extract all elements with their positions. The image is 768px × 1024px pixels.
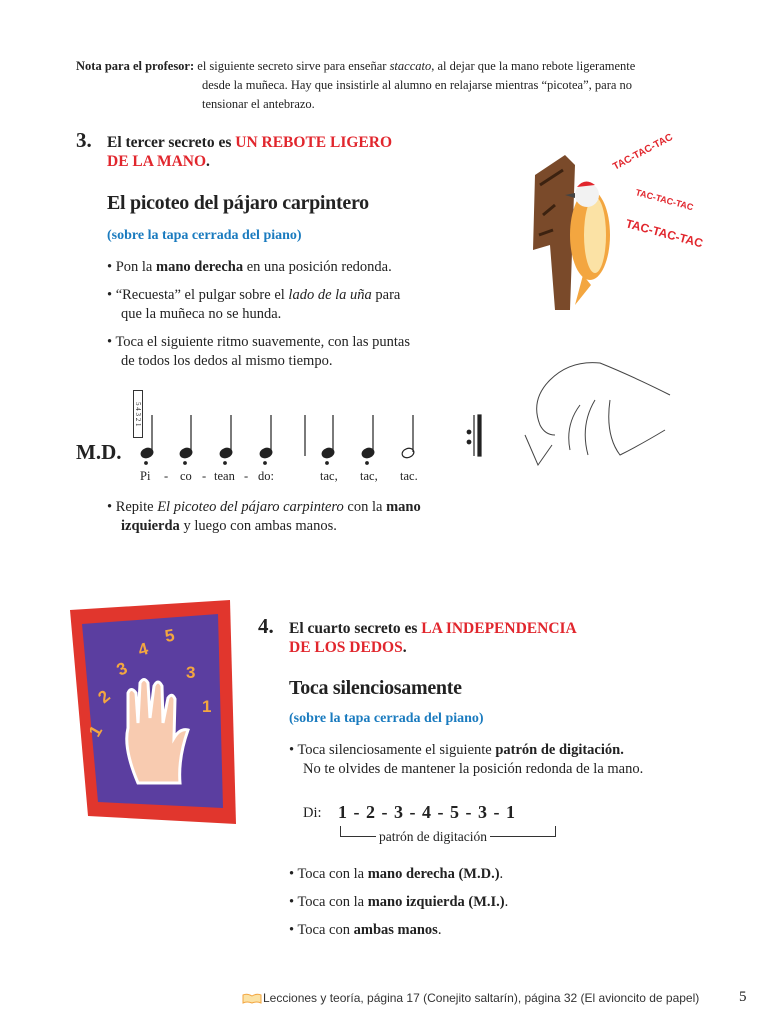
card-number: 4: [136, 639, 151, 660]
text: .: [504, 894, 509, 910]
text: co: [180, 469, 192, 483]
section-number: 4.: [258, 614, 274, 638]
finger-numbers-card: [68, 598, 238, 828]
list-item: [107, 498, 467, 536]
teacher-note: [76, 57, 696, 114]
list-item: [289, 741, 709, 779]
footer-reference: Lecciones y teoría, página 17 (Conejito saltarín), página 32 (El avioncito de papel): [263, 991, 700, 1005]
text: -: [202, 469, 207, 483]
text: tac.: [400, 469, 418, 483]
text: tac,: [320, 469, 338, 483]
text: de todos los dedos al mismo tiempo.: [121, 353, 333, 369]
text: para: [371, 287, 401, 303]
book-icon: [242, 993, 262, 1004]
half-note: [401, 415, 415, 459]
section-subtitle: (sobre la tapa cerrada del piano): [107, 228, 302, 243]
quarter-note: [361, 415, 375, 464]
text: mano derecha (M.D.): [367, 866, 500, 882]
text: .: [499, 866, 504, 882]
note-label: Nota para el profesor:: [76, 59, 195, 73]
section-subtitle: (sobre la tapa cerrada del piano): [289, 711, 484, 726]
text: con la: [343, 499, 387, 515]
card-number: 1: [202, 697, 212, 716]
text: “Recuesta” el pulgar sobre el: [115, 287, 289, 303]
section-number: 3.: [76, 128, 92, 152]
text: Toca el siguiente ritmo suavemente, con las puntas: [115, 334, 410, 350]
card-number: 5: [163, 625, 177, 646]
di-label: Di:: [303, 805, 322, 821]
pattern-label: patrón de digitación: [376, 829, 490, 845]
text: Toca con la: [297, 866, 368, 882]
card-number: 1: [85, 722, 107, 740]
text: Pon la: [115, 259, 156, 275]
repeat-dot: [467, 440, 471, 444]
text: No te olvides de mantener la posición redonda de la mano.: [303, 761, 644, 777]
heading-highlight: DE LOS DEDOS: [289, 639, 403, 656]
final-bar: [478, 415, 481, 456]
list-item: [107, 286, 447, 324]
hand-drawing: [520, 355, 680, 475]
text: Toca con la: [297, 894, 368, 910]
text: lado de la uña: [288, 287, 372, 303]
text: -: [164, 469, 169, 483]
text: Pi: [140, 469, 151, 483]
text: mano: [386, 499, 421, 515]
text: y luego con ambas manos.: [179, 518, 337, 534]
text: en una posición redonda.: [243, 259, 392, 275]
heading-text: El cuarto secreto es: [289, 620, 422, 637]
quarter-note: [321, 415, 335, 464]
quarter-note: [219, 415, 233, 464]
bullet-list: [289, 865, 689, 940]
text: Repite: [115, 499, 158, 515]
sound-text: TAC-TAC-TAC: [611, 131, 675, 173]
section-heading: [107, 133, 392, 171]
text: Toca con: [297, 922, 354, 938]
bullet-list: [107, 498, 467, 536]
sound-text: TAC-TAC-TAC: [624, 216, 705, 251]
heading-text: El tercer secreto es: [107, 134, 236, 151]
fingering-box: 5 4 3 2 1: [133, 390, 143, 438]
fingering-pattern: 1 - 2 - 3 - 4 - 5 - 3 - 1: [338, 802, 515, 822]
text: do:: [258, 469, 274, 483]
text: tean: [214, 469, 235, 483]
bullet-list: [289, 741, 709, 779]
woodpecker-illustration: [525, 125, 725, 320]
quarter-note: [140, 415, 154, 464]
bullet-list: [107, 258, 447, 371]
note-text: , al dejar que la mano rebote ligeramente: [431, 59, 636, 73]
quarter-note: [179, 415, 193, 464]
text: patrón de digitación.: [495, 742, 624, 758]
text: -: [244, 469, 249, 483]
note-text: desde la muñeca. Hay que insistirle al alumno en relajarse mientras “picotea”, para no: [202, 78, 633, 92]
text: El picoteo del pájaro carpintero: [157, 499, 344, 515]
heading-highlight: LA INDEPENDENCIA: [421, 620, 577, 637]
text: que la muñeca no se hunda.: [121, 306, 282, 322]
list-item: [289, 893, 689, 912]
note-text: tensionar el antebrazo.: [202, 97, 315, 111]
list-item: [107, 258, 447, 277]
text: izquierda: [121, 518, 180, 534]
heading-highlight: UN REBOTE LIGERO: [235, 134, 393, 151]
section-heading: [289, 619, 577, 657]
page-number: 5: [739, 989, 747, 1005]
text: Toca silenciosamente el siguiente: [297, 742, 496, 758]
text: mano derecha: [155, 259, 244, 275]
quarter-note: [259, 415, 273, 464]
note-em: staccato: [389, 59, 432, 73]
text: .: [437, 922, 442, 938]
rhythm-notation: [130, 410, 490, 470]
section-title: Toca silenciosamente: [289, 677, 462, 699]
card-number: 3: [113, 658, 131, 680]
text: tac,: [360, 469, 378, 483]
hand-label: M.D.: [76, 440, 122, 464]
heading-highlight: DE LA MANO: [107, 153, 207, 170]
heading-text: .: [402, 639, 407, 656]
text: ambas manos: [353, 922, 438, 938]
card-number: 3: [186, 663, 196, 682]
heading-text: .: [206, 153, 210, 170]
note-text: el siguiente secreto sirve para enseñar: [197, 59, 390, 73]
section-title: El picoteo del pájaro carpintero: [107, 192, 369, 214]
sound-text: TAC-TAC-TAC: [634, 187, 695, 213]
list-item: [107, 333, 447, 371]
text: mano izquierda (M.I.): [367, 894, 505, 910]
repeat-dot: [467, 430, 471, 434]
card-number: 2: [94, 686, 114, 708]
list-item: [289, 865, 689, 884]
list-item: [289, 921, 689, 940]
